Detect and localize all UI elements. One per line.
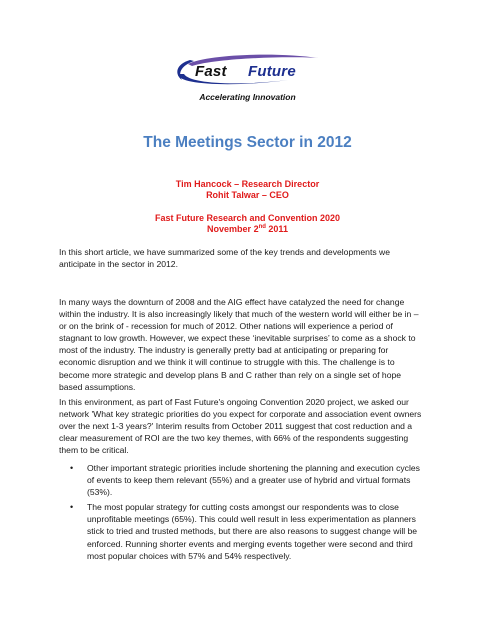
paragraph-downturn [59, 296, 441, 393]
list-item [70, 501, 442, 561]
text-line: In many ways the downturn of 2008 and the AIG effect have catalyzed the need for change [59, 297, 405, 307]
text-line: In this short article, we have summarized some of the key trends and developments we [59, 247, 391, 257]
text-line: (53%). [87, 487, 113, 498]
text-line: economic disruption and we think it will continue to struggle with this. The challenge is to [59, 357, 395, 368]
text-line: Other important strategic priorities include shortening the planning and execution cycles [87, 463, 420, 473]
text-line: enforced. Running shorter events and merging events together were second and third [87, 538, 413, 549]
text-line: stagnant to low growth. However, we expect these ‘inevitable surprises’ to come as a shock to [59, 333, 416, 344]
organization: Fast Future Research and Convention 2020 [154, 213, 341, 223]
bullet-icon: • [70, 502, 74, 513]
text-line: them to be critical. [59, 445, 129, 456]
author-2: Rohit Talwar – CEO [206, 190, 289, 200]
text-line: network 'What key strategic priorities do you expect for corporate and association event owners [59, 409, 422, 420]
date-year: 2011 [265, 224, 288, 234]
text-line: unprofitable meetings (65%). This could well result in less experimentation as planners [87, 514, 416, 525]
author-1: Tim Hancock – Research Director [175, 179, 320, 189]
logo-word-future: Future [248, 63, 296, 80]
text-line: The most popular strategy for cutting costs amongst our respondents was to close [87, 502, 399, 513]
text-line: most of the industry. The industry is generally pretty bad at anticipating or preparing for [59, 345, 389, 356]
text-line: most popular choices with 57% and 54% respectively. [87, 550, 292, 561]
text-line: become more strategic and develop plans B and C rather than rely on a single set of hope [59, 369, 402, 380]
text-line: over the next 1-3 years?' Interim results from October 2011 suggest that cost reduction and a [59, 421, 413, 432]
date-prefix: November 2 [207, 224, 259, 234]
logo-tagline: Accelerating Innovation [199, 92, 296, 102]
text-line: of events to keep them relevant (55%) and a greater use of hybrid and virtual formats [87, 475, 411, 486]
page-title: The Meetings Sector in 2012 [143, 134, 352, 151]
text-line: stick to tried and trusted methods, but there are also reasons to suggest change will be [87, 526, 418, 537]
logo-word-fast: Fast [195, 63, 227, 80]
text-line: within the industry. It is also increasingly likely that much of the western world will either be in – [59, 309, 419, 320]
date-suffix: nd [258, 224, 266, 230]
text-line: anticipate in the sector in 2012. [59, 259, 178, 270]
paragraph-intro [59, 246, 441, 270]
list-item [70, 462, 442, 498]
text-line: In this environment, as part of Fast Future's ongoing Convention 2020 project, we asked our [59, 397, 409, 407]
text-line: based assumptions. [59, 381, 136, 392]
text-line: or on the brink of - recession for much of 2012. Other nations will experience a period of [59, 321, 393, 332]
bullet-icon: • [70, 463, 74, 473]
text-line: clear measurement of ROI are the two key themes, with 66% of the respondents suggesting [59, 433, 409, 444]
paragraph-environment [59, 396, 441, 456]
date-line [0, 224, 495, 235]
bullet-list [70, 462, 442, 565]
